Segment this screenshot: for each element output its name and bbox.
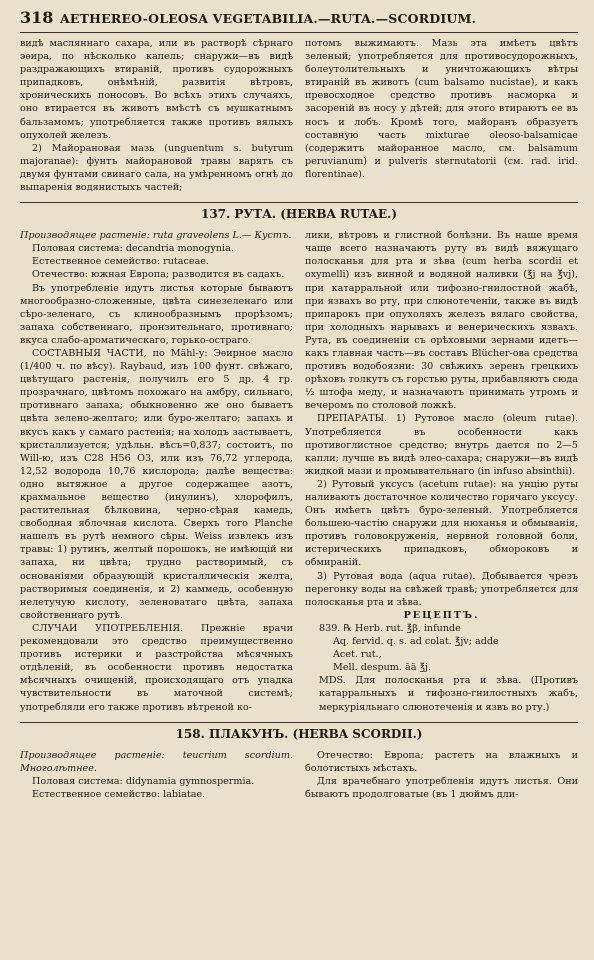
recipe-line: Acet. rut., [333,649,382,661]
paragraph: потомъ выжимаютъ. Мазь эта имѣетъ цвѣтъ зеленый; употребляется для противосудорожныхъ, болеутолительныхъ и уничтожающихъ вѣтры втираній въ животъ (cum balsamo nucistae), и какъ превосходное средство противъ насморка и засореній въ носу у дѣтей; для этого втираютъ ее въ носъ и лобъ. Кромѣ того, майоранъ образуетъ составную часть mixturae oleoso-balsamicae (содержитъ майоранное масло, см. balsamum peruvianum) и pulveris sternutatorii (см. rad. irid. florentinae). [305,38,578,180]
homeland: Отечество: Европа; растетъ на влажныхъ и болотистыхъ мѣстахъ. [305,749,578,774]
paragraph: 2) Майорановая мазь (unguentum s. butyrum majoranae): фунтъ майорановой травы варятъ съ двумя фунтами свинаго сала, на умѣренномъ огнѣ до выпаренія водянистыхъ частей; [20,142,293,194]
paragraph: видѣ масляннаго сахара, или въ растворѣ сѣрнаго эѳира, по нѣсколько капель; снаружи—въ видѣ раздражающихъ втираній, противъ судорожныхъ припадковъ, онѣмѣній, развитія вѣтровъ, хроническихъ поносовъ. Во всѣхъ этихъ случаяхъ, оно втирается въ животъ вмѣстѣ съ мушкатнымъ бальзамомъ; употребляется также противъ вялыхъ опухолей железъ. [20,38,293,141]
recipe-line: 839. ℞ Herb. rut. ℥β, infunde [319,622,461,634]
natural-family: Естественное семейство: rutaceae. [32,256,209,268]
section-137-right-column [305,229,578,713]
paragraph-preparations: ПРЕПАРАТЫ. 1) Рутовое масло (oleum rutae). Употребляется въ особенности какъ противоглистное средство; внутрь дается по 2—5 капли; лучше въ видѣ элео-сахара; снаружи—въ видѣ жидкой мази и промывательнаго (in infuso absinthii). [305,413,578,477]
sexual-system: Половая система: didynamia gymnospermia. [32,775,255,787]
recipe-line: Mell. despum. āā ℥j. [333,662,432,674]
section-137-title: 137. РУТА. (HERBA RUTAE.) [20,202,578,229]
paragraph: лики, вѣтровъ и глистной болѣзни. Въ наше время чаще всего назначаютъ руту въ видѣ вяжущаго полосканья для рта и зѣва (cum herba scordii et oxymelli) изъ винной и водяной наливки (℥j на ℥vj), при катарральной или тифозно-гнилостной жабѣ, при язвахъ во рту, при слюнотеченіи, также въ видѣ припарокъ при опухоляхъ железъ вялаго свойства, при холодныхъ нарывахъ и венерическихъ язвахъ. Рута, въ соединеніи съ орѣховыми зернами идетъ—какъ главная часть—въ составъ Blücher-ова средства противъ водобоязни: 30 свѣжихъ зеренъ грецкихъ орѣховъ толкутъ съ горстью руты, прибавляютъ сюда ½ штофа меду, и назначаютъ принимать утромъ и вечеромъ по столовой ложкѣ. [305,230,578,412]
paragraph: Въ употребленіе идутъ листья которые бываютъ многообразно-сложенные, цвѣта синезеленаго или сѣро-зеленаго, съ клинообразнымъ прорѣзомъ; запаха собственнаго, пронзительнаго, противнаго; вкуса слабо-ароматическаго, горько-остраго. [20,282,293,346]
homeland: Отечество: южная Европа; разводится въ садахъ. [32,269,285,281]
paragraph: Для врачебнаго употребленія идутъ листья. Они бываютъ продолговатые (въ 1 дюймъ дли- [305,775,578,800]
sexual-system: Половая система: decandria monogynia. [32,243,234,255]
section-137-columns [20,229,578,713]
paragraph: 2) Рутовый уксусъ (acetum rutae): на унцію руты наливаютъ достаточное количество горячаго уксусу. Онъ имѣетъ цвѣтъ буро-зеленый. Употребляется большею-частію снаружи для нюханья и обмыванія, противъ головокруженія, нервной головной боли, истерическихъ припадковъ, обмороковъ и обмираній. [305,478,578,569]
recipe-line: Aq. fervid. q. s. ad colat. ℥jv; adde [333,636,499,648]
plant-source: Производящее растеніе: ruta graveolens L.— Кустъ. [20,230,292,242]
top-columns [20,37,578,194]
section-158-columns [20,749,578,801]
section-137-left-column [20,229,293,713]
page-header [20,8,578,33]
top-left-column [20,37,293,194]
paragraph-usage: СЛУЧАИ УПОТРЕБЛЕНІЯ. Прежніе врачи рекомендовали это средство преимущественно противъ истерики и разстройства мѣсячныхъ отдѣленій, въ особенности противъ недостатка мѣсячныхъ очищеній, происходящаго отъ упадка чувствительности въ маточной системѣ; употребляли его также противъ вѣтреной ко- [20,622,293,713]
section-158-left-column [20,749,293,801]
page-number: 318 [20,8,54,27]
top-right-column [305,37,578,194]
paragraph: 3) Рутовая вода (aqua rutae). Добывается чрезъ перегонку воды на свѣжей травѣ; употребляется для полосканья рта и зѣва. [305,570,578,608]
natural-family: Естественное семейство: labiatae. [32,788,206,800]
section-158-title: 158. ПЛАКУНЪ. (HERBA SCORDII.) [20,722,578,749]
plant-source: Производящее растеніе: teucrium scordium. Многолѣтнее. [20,749,293,774]
recipe-signature: MDS. Для полосканья рта и зѣва. (Противъ катарральныхъ и тифозно-гнилостныхъ жабъ, меркуріяльнаго слюнотеченія и язвъ во рту.) [319,675,578,713]
running-title: AETHEREO-OLEOSA VEGETABILIA.—RUTA.—SCORDIUM. [60,11,477,26]
paragraph-composition: СОСТАВНЫЯ ЧАСТИ, по Mähl-у: Эѳирное масло (1/400 ч. по вѣсу). Raybaud, изъ 100 фунт. свѣжаго, цвѣтущаго растенія, получилъ его 5 др. 4 гр. прозрачнаго, цвѣтомъ похожаго на амбру, сильнаго, противнаго запаха; обыкновенно же оно бываетъ цвѣта зелено-желтаго; или буро-желтаго; запахъ и вкусъ какъ у самаго растенія; на холодъ застываетъ, кристаллизуется; удѣльн. вѣсъ=0,837; состоитъ, по Will-ю, изъ C28 H56 O3, или изъ 76,72 углерода, 12,52 водорода 10,76 кислорода; далѣе вещества: одно вытяжное а другое содержащее азотъ, крахмальное вещество (инулинъ), хлорофилъ, растительная бѣлковина, черно-сѣрая камедь, свободная яблочная кислота. Сверхъ того Planche нашелъ въ рутѣ немного сѣры. Weiss извлекъ изъ травы: 1) рутинъ, желтый порошокъ, не имѣющій ни запаха, ни цвѣта; трудно растворимый, съ основаніями образующій кристаллическія желта, растворимыя соединенія, и 2) каммедь, особенную нелетучую кислоту, зеленоватаго цвѣта, запаха свойственнаго рутѣ. [20,347,293,621]
section-158-right-column [305,749,578,801]
recipe-heading: РЕЦЕПТЪ. [403,609,480,621]
